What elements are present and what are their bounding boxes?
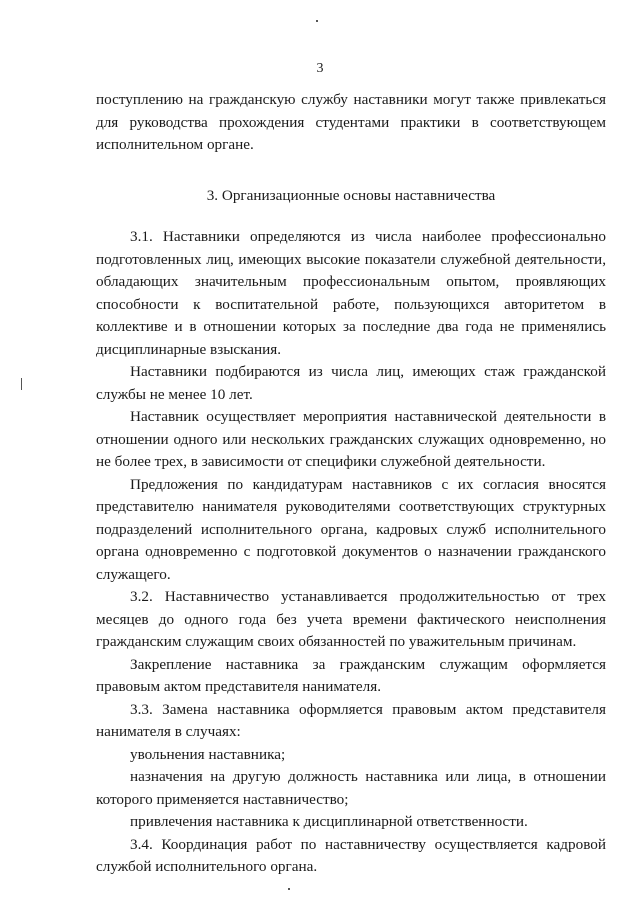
- paragraph-assignment: Закрепление наставника за гражданским служащим оформляется правовым актом представителя нанимателя.: [96, 655, 606, 695]
- paragraph-3-2: 3.2. Наставничество устанавливается продолжительностью от трех месяцев до одного года без учета времени фактического неисполнения гражданским служащим своих обязанностей по уважительным причинам.: [96, 588, 606, 650]
- paragraph-intro: поступлению на гражданскую службу наставники могут также привлекаться для руководства прохождения студентами практики в соответствующем исполнительном органе.: [96, 91, 606, 153]
- paragraph-experience: Наставники подбираются из числа лиц, имеющих стаж гражданской службы не менее 10 лет.: [96, 363, 606, 403]
- paragraph-3-1: 3.1. Наставники определяются из числа наиболее профессионально подготовленных лиц, имеющих высокие показатели служебной деятельности, обладающих значительным профессиональным опытом, проявляющих способности к воспитательной работе, пользующихся авторитетом в коллективе и в отношении которых за последние два года не применялись дисциплинарные взыскания.: [96, 228, 606, 358]
- scan-speck: [316, 20, 318, 22]
- list-item-discipline: привлечения наставника к дисциплинарной ответственности.: [130, 813, 528, 830]
- list-item-appointment: назначения на другую должность наставника или лица, в отношении которого применяется наставничество;: [96, 768, 606, 808]
- scan-speck: [21, 378, 22, 390]
- section-heading: 3. Организационные основы наставничества: [206, 186, 496, 204]
- paragraph-mentee-limit: Наставник осуществляет мероприятия наставнической деятельности в отношении одного или нескольких гражданских служащих одновременно, но не более трех, в зависимости от специфики служебной деятельности.: [96, 408, 606, 470]
- scan-speck: [288, 888, 290, 890]
- paragraph-proposals: Предложения по кандидатурам наставников с их согласия вносятся представителю нанимателя руководителями соответствующих структурных подразделений исполнительного органа, кадровых служб исполнительного органа одновременно с подготовкой документов о назначении гражданского служащего.: [96, 475, 606, 583]
- paragraph-3-3: 3.3. Замена наставника оформляется правовым актом представителя нанимателя в случаях:: [96, 700, 606, 740]
- paragraph-3-4: 3.4. Координация работ по наставничеству осуществляется кадровой службой исполнительного органа.: [96, 835, 606, 875]
- document-body: [96, 89, 606, 879]
- list-item-dismissal: увольнения наставника;: [130, 745, 286, 763]
- page-number: 3: [316, 61, 324, 76]
